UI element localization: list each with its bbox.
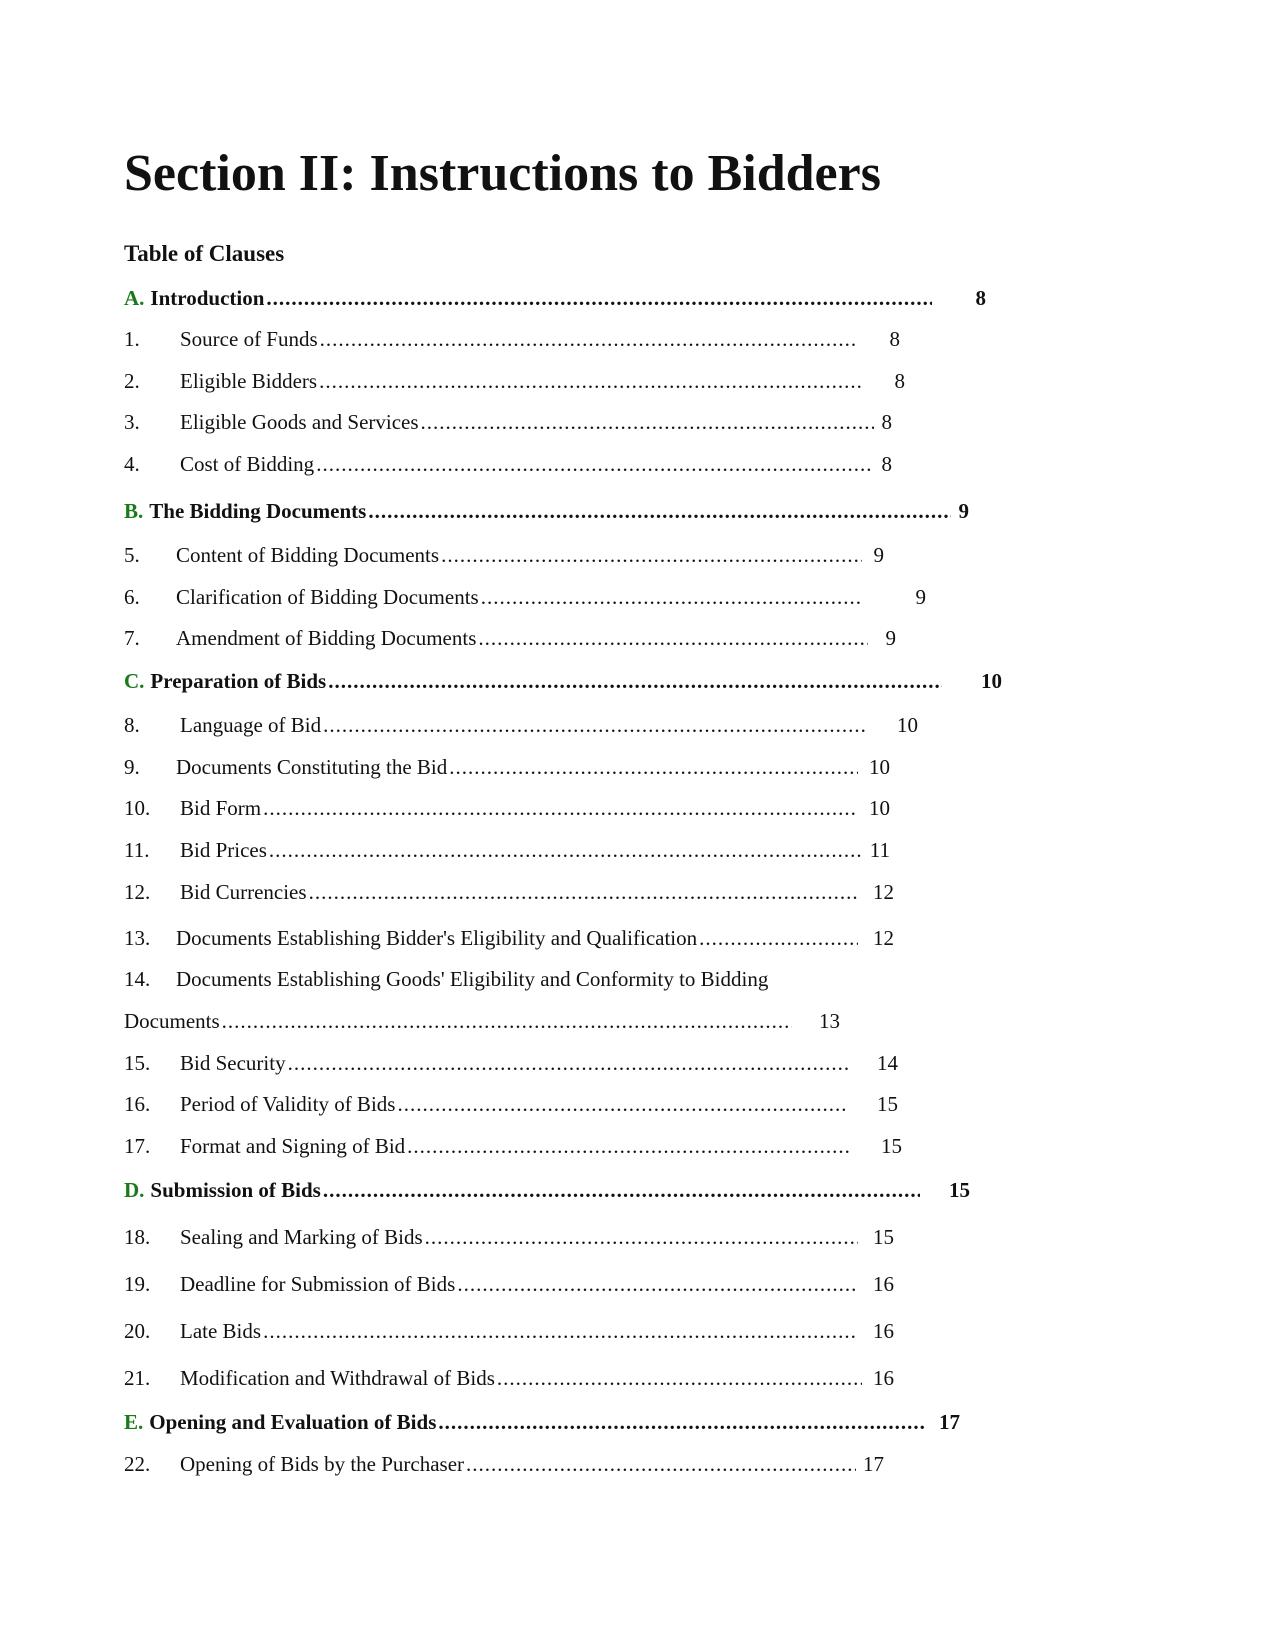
clause-number: 6. — [124, 585, 140, 609]
toc-section-submission-of-bids[interactable] — [124, 1177, 970, 1203]
clause-number: 8. — [124, 713, 140, 737]
toc-clause-7[interactable] — [124, 625, 896, 651]
page-number: 8 — [894, 369, 905, 393]
toc-section-introduction[interactable] — [124, 285, 986, 311]
dot-leader — [466, 1451, 856, 1477]
section-title: Submission of Bids — [150, 1178, 321, 1202]
dot-leader — [319, 368, 861, 394]
dot-leader — [316, 451, 874, 477]
clause-title: Sealing and Marking of Bids — [180, 1225, 423, 1249]
clause-title: Documents Establishing Bidder's Eligibility and Qualification — [176, 926, 698, 950]
page-number: 12 — [873, 926, 894, 950]
clause-title: Format and Signing of Bid — [180, 1134, 406, 1158]
clause-title: Documents Constituting the Bid — [176, 755, 448, 779]
toc-clause-16[interactable] — [124, 1091, 898, 1117]
toc-clause-9[interactable] — [124, 754, 890, 780]
toc-clause-11[interactable] — [124, 837, 890, 863]
toc-clause-20[interactable] — [124, 1318, 894, 1344]
toc-clause-5[interactable] — [124, 542, 884, 568]
page-number: 12 — [873, 880, 894, 904]
page-number: 10 — [981, 669, 1002, 693]
page-number: 10 — [869, 755, 890, 779]
clause-number: 14. — [124, 967, 151, 991]
dot-leader — [397, 1091, 848, 1117]
section-letter: A. — [124, 286, 145, 310]
clause-title: Amendment of Bidding Documents — [176, 626, 477, 650]
dot-leader — [269, 837, 862, 863]
toc-clause-14-continuation[interactable] — [124, 1008, 840, 1034]
page-number: 16 — [873, 1366, 894, 1390]
clause-number: 9. — [124, 755, 140, 779]
toc-section-preparation-of-bids[interactable] — [124, 668, 1002, 694]
clause-number: 1. — [124, 327, 140, 351]
section-title: Introduction — [150, 286, 265, 310]
dot-leader — [309, 879, 858, 905]
clause-number: 2. — [124, 369, 140, 393]
toc-clause-18[interactable] — [124, 1224, 894, 1250]
page-number: 17 — [863, 1452, 884, 1476]
toc-clause-12[interactable] — [124, 879, 894, 905]
page-number: 16 — [873, 1272, 894, 1296]
clause-title: Period of Validity of Bids — [180, 1092, 396, 1116]
clause-title: Modification and Withdrawal of Bids — [180, 1366, 495, 1390]
clause-title: Clarification of Bidding Documents — [176, 585, 479, 609]
toc-clause-13[interactable] — [124, 925, 894, 951]
page-number: 10 — [869, 796, 890, 820]
clause-title: Cost of Bidding — [180, 452, 315, 476]
toc-clause-19[interactable] — [124, 1271, 894, 1297]
clause-number: 17. — [124, 1134, 151, 1158]
toc-clause-8[interactable] — [124, 712, 918, 738]
section-letter: C. — [124, 669, 145, 693]
clause-title: Bid Prices — [180, 838, 267, 862]
dot-leader — [328, 668, 942, 694]
clause-title: Source of Funds — [180, 327, 318, 351]
page-number: 11 — [869, 838, 890, 862]
dot-leader — [478, 625, 868, 651]
dot-leader — [481, 584, 862, 610]
dot-leader — [320, 326, 856, 352]
clause-number: 7. — [124, 626, 140, 650]
clause-number: 15. — [124, 1051, 151, 1075]
clause-title-continuation: Documents — [124, 1009, 220, 1033]
dot-leader — [449, 754, 858, 780]
dot-leader — [263, 1318, 858, 1344]
page-number: 9 — [885, 626, 896, 650]
toc-clause-1[interactable] — [124, 326, 900, 352]
clause-title: Opening of Bids by the Purchaser — [180, 1452, 465, 1476]
clause-number: 4. — [124, 452, 140, 476]
page-number: 9 — [873, 543, 884, 567]
clause-title: Language of Bid — [180, 713, 322, 737]
clause-number: 22. — [124, 1452, 151, 1476]
toc-clause-10[interactable] — [124, 795, 890, 821]
clause-number: 5. — [124, 543, 140, 567]
page-number: 8 — [881, 410, 892, 434]
page-number: 16 — [873, 1319, 894, 1343]
clause-number: 21. — [124, 1366, 151, 1390]
section-letter: B. — [124, 499, 144, 523]
page-number: 9 — [958, 499, 969, 523]
clause-number: 13. — [124, 926, 151, 950]
dot-leader — [441, 542, 862, 568]
clause-number: 10. — [124, 796, 151, 820]
dot-leader — [263, 795, 858, 821]
dot-leader — [288, 1050, 848, 1076]
section-title: Opening and Evaluation of Bids — [149, 1410, 437, 1434]
toc-clause-21[interactable] — [124, 1365, 894, 1391]
dot-leader — [323, 1177, 920, 1203]
clause-number: 12. — [124, 880, 151, 904]
section-letter: E. — [124, 1410, 144, 1434]
toc-clause-17[interactable] — [124, 1133, 902, 1159]
toc-heading: Table of Clauses — [124, 241, 285, 266]
page-number: 15 — [881, 1134, 902, 1158]
toc-clause-4[interactable] — [124, 451, 892, 477]
clause-number: 20. — [124, 1319, 151, 1343]
toc-section-bidding-documents[interactable] — [124, 498, 969, 524]
page-number: 15 — [873, 1225, 894, 1249]
dot-leader — [497, 1365, 862, 1391]
dot-leader — [438, 1409, 926, 1435]
page-number: 8 — [889, 327, 900, 351]
clause-title: Late Bids — [180, 1319, 262, 1343]
page-number: 14 — [877, 1051, 898, 1075]
page-title: Section II: Instructions to Bidders — [124, 145, 881, 202]
clause-title: Content of Bidding Documents — [176, 543, 440, 567]
clause-number: 11. — [124, 838, 150, 862]
clause-number: 18. — [124, 1225, 151, 1249]
page-number: 17 — [939, 1410, 960, 1434]
clause-title: Bid Form — [180, 796, 262, 820]
toc-clause-22[interactable] — [124, 1451, 884, 1477]
page-number: 15 — [949, 1178, 970, 1202]
clause-title: Bid Currencies — [180, 880, 307, 904]
dot-leader — [425, 1224, 858, 1250]
dot-leader — [457, 1271, 858, 1297]
toc-clause-3[interactable] — [124, 409, 892, 435]
dot-leader — [407, 1133, 850, 1159]
page-number: 13 — [819, 1009, 840, 1033]
clause-title: Documents Establishing Goods' Eligibility and Conformity to Bidding — [176, 967, 769, 991]
dot-leader — [222, 1008, 792, 1034]
page-number: 8 — [975, 286, 986, 310]
section-title: The Bidding Documents — [149, 499, 367, 523]
toc-section-opening-and-evaluation[interactable] — [124, 1409, 960, 1435]
clause-title: Eligible Goods and Services — [180, 410, 419, 434]
clause-title: Bid Security — [180, 1051, 286, 1075]
clause-number: 16. — [124, 1092, 151, 1116]
clause-number: 3. — [124, 410, 140, 434]
clause-number: 19. — [124, 1272, 151, 1296]
dot-leader — [266, 285, 932, 311]
clause-title: Eligible Bidders — [180, 369, 318, 393]
dot-leader — [368, 498, 951, 524]
dot-leader — [421, 409, 874, 435]
toc-clause-2[interactable] — [124, 368, 905, 394]
section-letter: D. — [124, 1178, 145, 1202]
page-number: 10 — [897, 713, 918, 737]
dot-leader — [323, 712, 868, 738]
clause-title: Deadline for Submission of Bids — [180, 1272, 456, 1296]
dot-leader — [699, 925, 858, 951]
section-title: Preparation of Bids — [150, 669, 327, 693]
toc-clause-15[interactable] — [124, 1050, 898, 1076]
toc-clause-14[interactable] — [124, 966, 924, 992]
toc-clause-6[interactable] — [124, 584, 926, 610]
page-number: 8 — [881, 452, 892, 476]
page-number: 15 — [877, 1092, 898, 1116]
page-number: 9 — [915, 585, 926, 609]
